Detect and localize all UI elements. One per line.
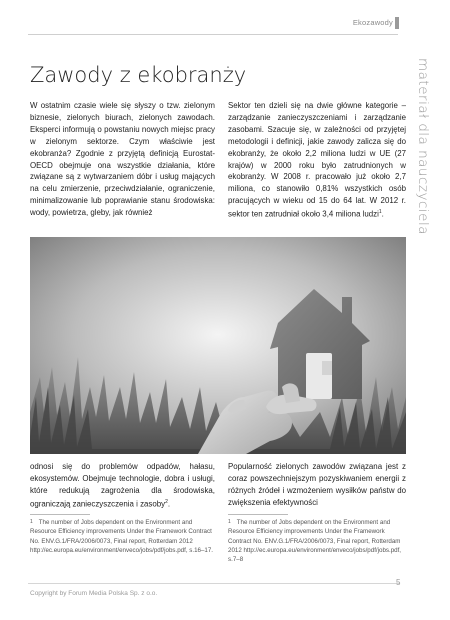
section-header-marker (395, 17, 399, 29)
footnote-1 (30, 518, 215, 555)
footer-divider (28, 583, 400, 584)
paragraph-text: odnosi się do problemów odpadów, hałasu, ekosystemów. Obejmuje technologie, dobra i usługi, które redukują zagrożenia dla środowiska, ograniczają zanieczyszczenia i zasoby (30, 462, 215, 509)
paragraph-end: . (381, 209, 384, 219)
paragraph (228, 100, 406, 221)
paragraph (30, 461, 215, 510)
footnote-ref[interactable]: 2 (165, 498, 168, 505)
footnote-number: 1 (228, 519, 231, 525)
footnote-number: 1 (30, 519, 33, 525)
footnote-ref[interactable]: 1 (378, 209, 382, 216)
header-divider (28, 34, 398, 35)
paragraph-text: Sektor ten dzieli się na dwie główne kategorie – zarządzanie zanieczyszczeniami i zarządzanie zasobami. Szacuje się, w zależności od przyjętej metodologii i definicji, jakie zawody zalicza się do ekobranży, że około 2,2 miliona ludzi w UE (27 krajów) w 2000 roku było zatrudnionych w ekobranży. W 2008 r. pracowało już około 2,7 miliona, co stanowiło 0,81% wszystkich osób pracujących w wieku od 15 do 64 lat. W 2012 r. sektor ten zatrudniał około 3,4 miliona ludzi (228, 101, 406, 219)
footnote-2 (228, 518, 406, 564)
footnote-divider (228, 514, 288, 515)
text-column-4 (228, 461, 406, 509)
house-hand-photo (30, 237, 406, 454)
paragraph-end: . (167, 499, 171, 509)
section-header-label: Ekozawody (352, 18, 393, 27)
sidebar-vertical-label: materiał dla nauczyciela (415, 58, 431, 235)
footnote-divider (30, 514, 90, 515)
paragraph: W ostatnim czasie wiele się słyszy o tzw. zielonym biznesie, zielonych biurach, zielonych zawodach. Eksperci informują o powstaniu nowych miejsc pracy w zielonym sektorze. Czym właściwie jest ekobranża? Zgodnie z przyjętą definicją Eurostat-OECD obejmuje ona wszystkie działania, które związane są z wytwarzaniem dóbr i usług mających na celu zmierzenie, przeciwdziałanie, ograniczenie, minimalizowanie lub poprawianie stanu środowiska: wody, powietrza, gleby, jak również (30, 101, 215, 218)
page-number: 5 (396, 578, 401, 587)
copyright-notice: Copyright by Forum Media Polska Sp. z o.o. (30, 590, 158, 597)
text-column-3 (30, 461, 215, 510)
photo-illustration (30, 237, 406, 454)
paragraph: Popularność zielonych zawodów związana jest z coraz powszechniejszym pozyskiwaniem energii z różnych źródeł i wzmożeniem wysiłków państw do zwiększenia efektywności (228, 462, 406, 507)
footnote-text: The number of Jobs dependent on the Environment and Resource Efficiency improvements Under the Framework Contract No. ENV.G.1/FRA/2006/0073, Final report, Rotterdam 2012 http://ec.europa.eu/environment/enveco/jobs/pdf/jobs.pdf, s.16–17. (30, 519, 213, 554)
text-column-2 (228, 100, 406, 221)
article-title: Zawody z ekobranży (30, 63, 247, 87)
footnote-text: The number of Jobs dependent on the Environment and Resource Efficiency improvements Under the Framework Contract No. ENV.G.1/FRA/2006/0073, Final report, Rotterdam 2012 http://ec.europa.eu/environment/enveco/jobs/pdf/jobs.pdf, s.7–8 (228, 519, 402, 564)
text-column-1 (30, 100, 215, 219)
